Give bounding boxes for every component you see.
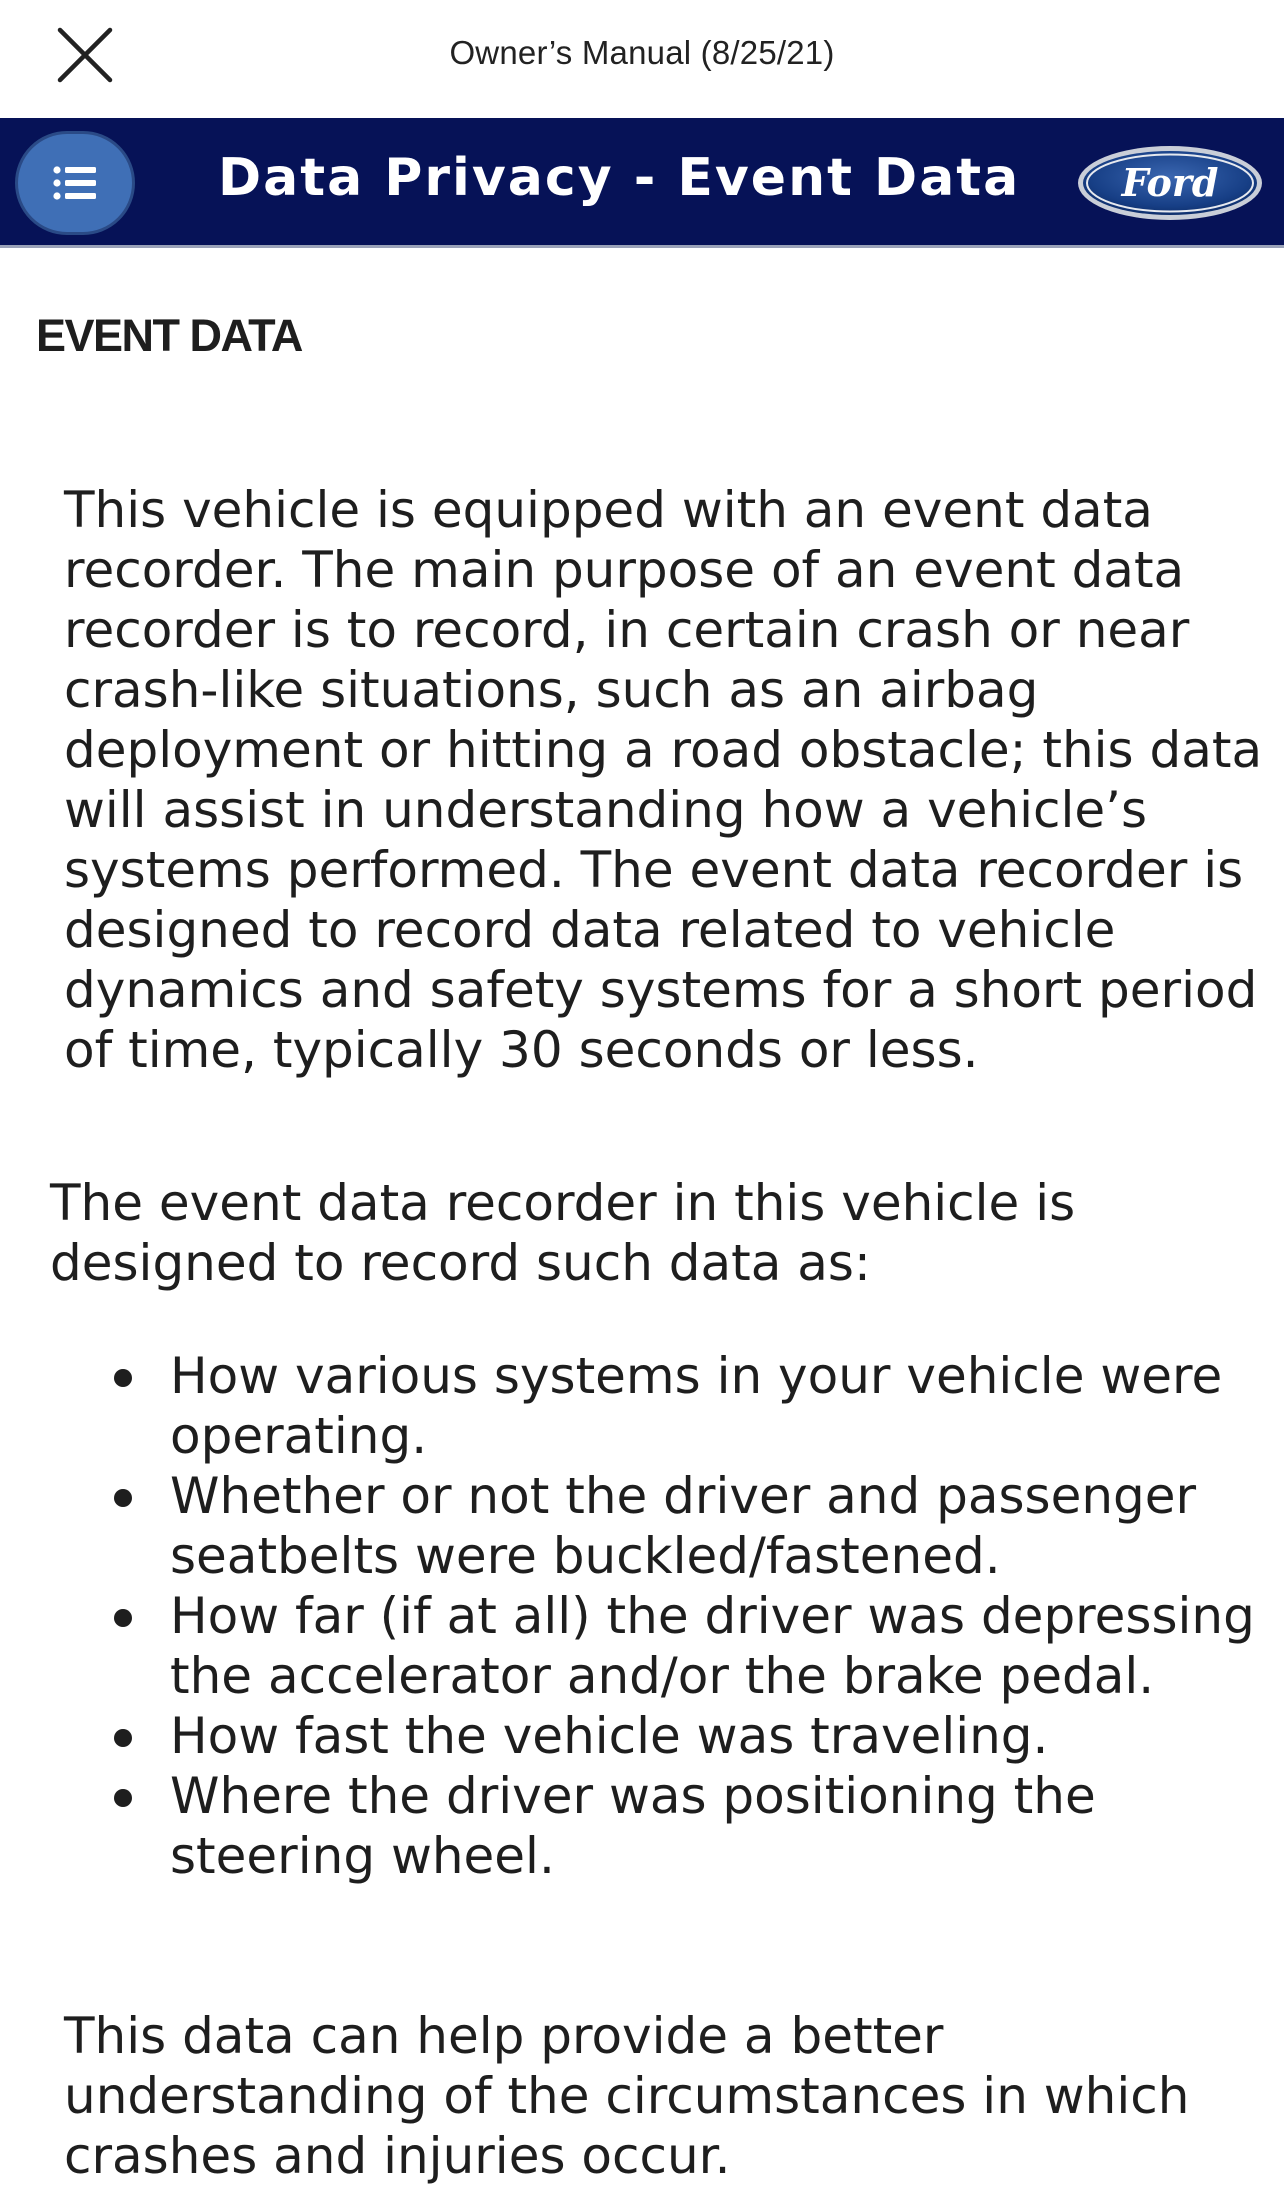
ford-logo [1074, 142, 1266, 224]
closing-paragraph: This data can help provide a better understanding of the circumstances in which crashes and injuries occur. [64, 2007, 1190, 2185]
nav-header [0, 118, 1284, 248]
list-item: How fast the vehicle was traveling. [0, 1706, 1270, 1766]
data-list-intro: The event data recorder in this vehicle is designed to record such data as: [50, 1174, 1076, 1292]
bullet-icon [114, 1789, 132, 1807]
intro-paragraph: This vehicle is equipped with an event data recorder. The main purpose of an event data recorder is to record, in certain crash or near crash-like situations, such as an airbag deployment or hitting a road obstacle; this data will assist in understanding how a vehicle’s systems performed. The event data recorder is designed to record data related to vehicle dynamics and safety systems for a short period of time, typically 30 seconds or less. [64, 481, 1263, 1079]
list-item: Whether or not the driver and passenger seatbelts were buckled/fastened. [0, 1466, 1270, 1586]
list-icon [53, 165, 97, 201]
page-title: Data Privacy - Event Data [218, 148, 1021, 208]
list-item: Where the driver was positioning the steering wheel. [0, 1766, 1270, 1886]
list-item: How various systems in your vehicle were operating. [0, 1346, 1270, 1466]
manual-title: Owner’s Manual (8/25/21) [449, 34, 835, 71]
bullet-icon [114, 1729, 132, 1747]
svg-text:Ford: Ford [1121, 160, 1219, 205]
bullet-icon [114, 1609, 132, 1627]
bullet-icon [114, 1489, 132, 1507]
recorded-data-list [0, 1346, 1284, 1886]
menu-button[interactable] [15, 131, 135, 235]
list-item: How far (if at all) the driver was depressing the accelerator and/or the brake pedal. [0, 1586, 1270, 1706]
top-bar [0, 0, 1284, 118]
section-heading: EVENT DATA [36, 310, 302, 361]
bullet-icon [114, 1369, 132, 1387]
